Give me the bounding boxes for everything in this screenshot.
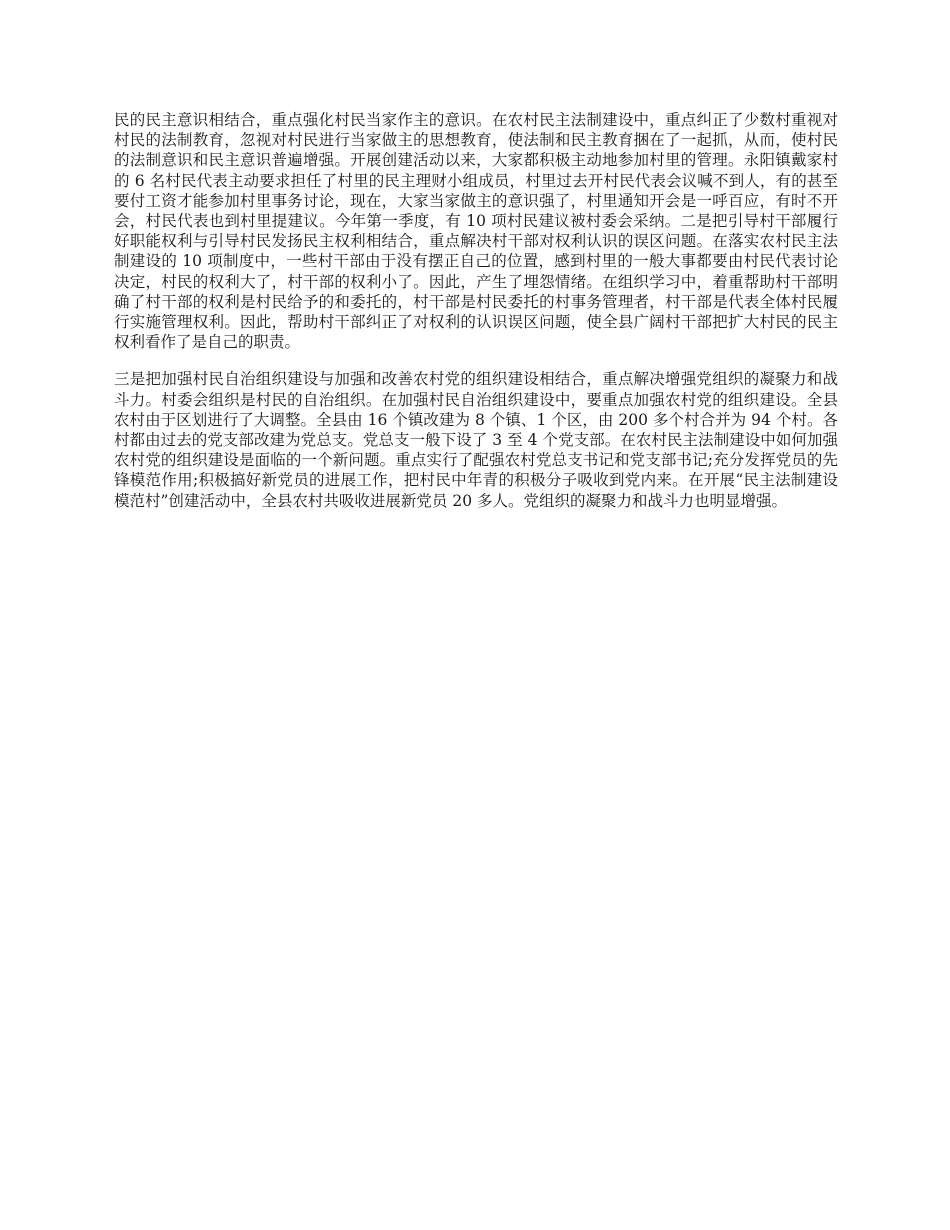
paragraph-1: 民的民主意识相结合，重点强化村民当家作主的意识。在农村民主法制建设中，重点纠正了少数村重视对村民的法制教育，忽视对村民进行当家做主的思想教育，使法制和民主教育捆在了一起抓，从而，使村民的法制意识和民主意识普遍增强。开展创建活动以来，大家都积极主动地参加村里的管理。永阳镇戴家村的 6 名村民代表主动要求担任了村里的民主理财小组成员，村里过去开村民代表会议喊不到人，有的甚至要付工资才能参加村里事务讨论，现在，大家当家做主的意识强了，村里通知开会是一呼百应，有时不开会，村民代表也到村里提建议。今年第一季度，有 10 项村民建议被村委会采纳。二是把引导村干部履行好职能权利与引导村民发扬民主权利相结合，重点解决村干部对权利认识的误区问题。在落实农村民主法制建设的 10 项制度中，一些村干部由于没有摆正自己的位置，感到村里的一般大事都要由村民代表讨论决定，村民的权利大了，村干部的权利小了。因此，产生了埋怨情绪。在组织学习中，着重帮助村干部明确了村干部的权利是村民给予的和委托的，村干部是村民委托的村事务管理者，村干部是代表全体村民履行实施管理权利。因此，帮助村干部纠正了对权利的认识误区问题，使全县广阔村干部把扩大村民的民主权利看作了是自己的职责。 <box>114 111 838 352</box>
document-page <box>114 110 838 528</box>
paragraph-2: 三是把加强村民自治组织建设与加强和改善农村党的组织建设相结合，重点解决增强党组织的凝聚力和战斗力。村委会组织是村民的自治组织。在加强村民自治组织建设中，要重点加强农村党的组织建设。全县农村由于区划进行了大调整。全县由 16 个镇改建为 8 个镇、1 个区，由 200 多个村合并为 94 个村。各村都由过去的党支部改建为党总支。党总支一般下设了 3 至 4 个党支部。在农村民主法制建设中如何加强农村党的组织建设是面临的一个新问题。重点实行了配强农村党总支书记和党支部书记;充分发挥党员的先锋模范作用;积极搞好新党员的进展工作，把村民中年青的积极分子吸收到党内来。在开展“民主法制建设模范村”创建活动中，全县农村共吸收进展新党员 20 多人。党组织的凝聚力和战斗力也明显增强。 <box>114 370 838 510</box>
